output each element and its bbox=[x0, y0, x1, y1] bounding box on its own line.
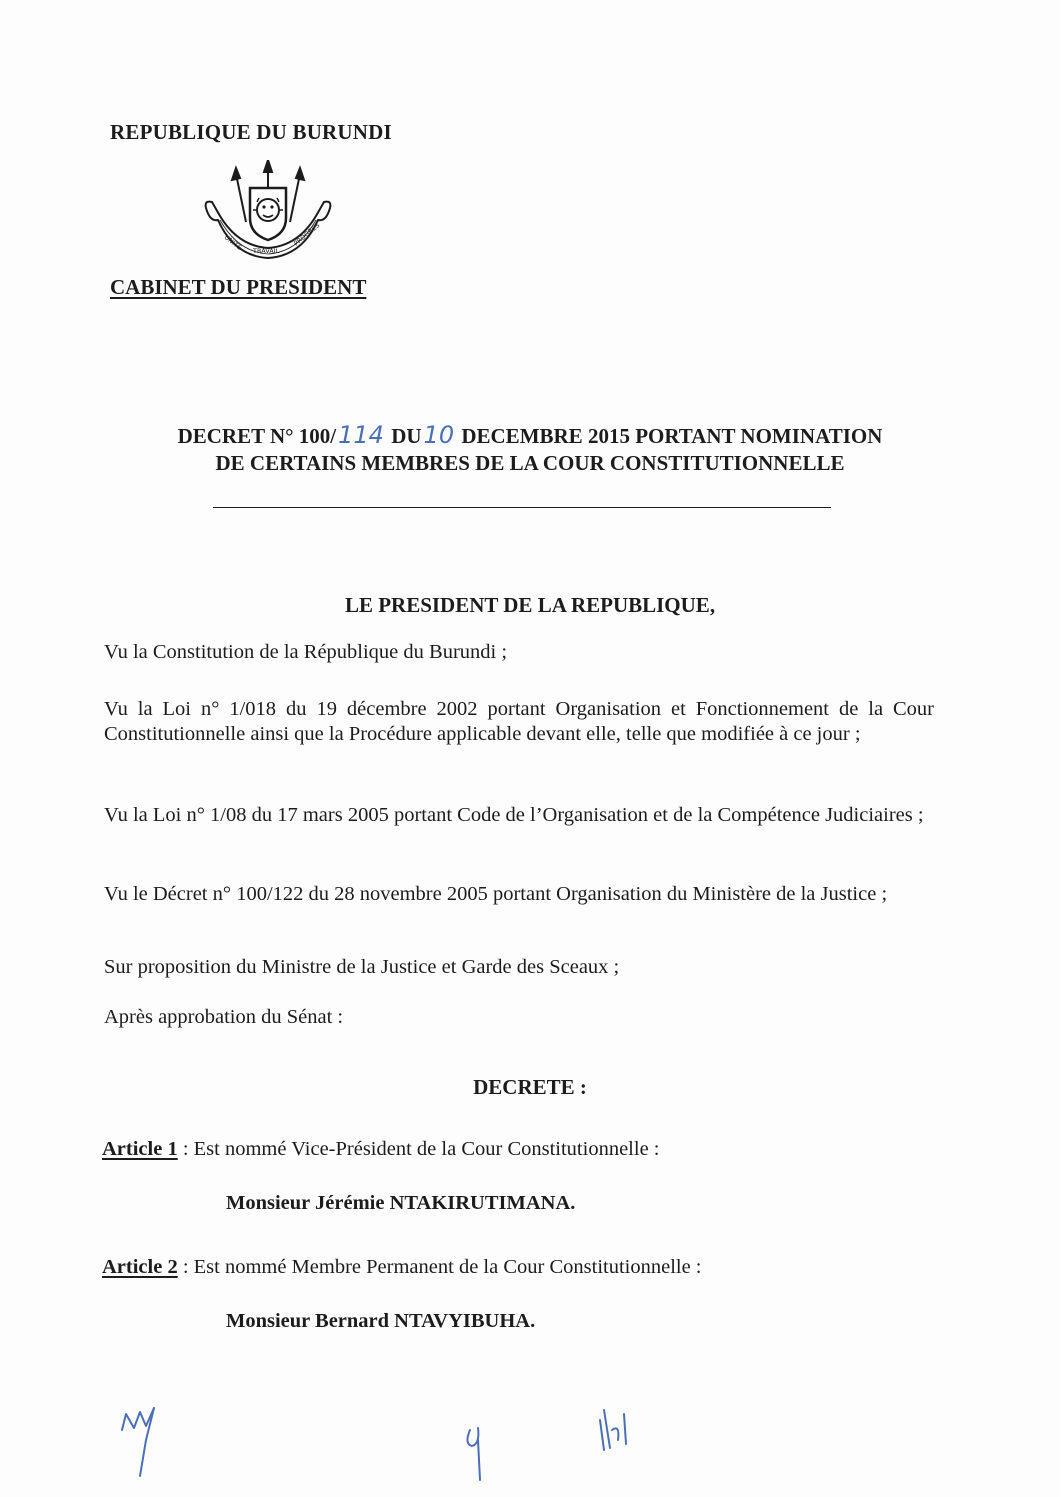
handwritten-decree-number: 114 bbox=[338, 421, 384, 449]
decree-title-rest: DECEMBRE 2015 PORTANT NOMINATION bbox=[456, 424, 883, 448]
svg-text:TRAVAIL: TRAVAIL bbox=[253, 247, 280, 255]
decree-title-line-1 bbox=[60, 422, 1000, 450]
recital-proposition: Sur proposition du Ministre de la Justice et Garde des Sceaux ; bbox=[104, 956, 620, 978]
article-2-appointee: Monsieur Bernard NTAVYIBUHA. bbox=[226, 1310, 536, 1332]
svg-text:UNITE: UNITE bbox=[222, 233, 244, 252]
article-2-label: Article 2 bbox=[102, 1256, 178, 1278]
decree-du: DU bbox=[385, 424, 422, 448]
article-1-text: : Est nommé Vice-Président de la Cour Constitutionnelle : bbox=[177, 1138, 660, 1160]
recital-approbation: Après approbation du Sénat : bbox=[104, 1006, 344, 1028]
decree-title-line-2: DE CERTAINS MEMBRES DE LA COUR CONSTITUTIONNELLE bbox=[215, 451, 845, 475]
article-2-text: : Est nommé Membre Permanent de la Cour Constitutionnelle : bbox=[177, 1256, 702, 1278]
title-underline-divider bbox=[213, 507, 831, 508]
svg-text:PROGRES: PROGRES bbox=[292, 221, 322, 248]
article-2 bbox=[102, 1256, 952, 1279]
recital-loi-1-018: Vu la Loi n° 1/018 du 19 décembre 2002 portant Organisation et Fonctionnement de la Cour Constitutionnelle ainsi que la Procédure applicable devant elle, telle que modifiée à ce jour ; bbox=[104, 698, 934, 745]
recital-constitution: Vu la Constitution de la République du Burundi ; bbox=[104, 641, 508, 663]
country-heading: REPUBLIQUE DU BURUNDI bbox=[110, 120, 392, 144]
article-1 bbox=[102, 1138, 952, 1161]
handwritten-initials-icon bbox=[100, 1400, 700, 1490]
decrete-heading: DECRETE : bbox=[473, 1075, 587, 1099]
coat-of-arms-icon bbox=[198, 160, 338, 270]
recital-loi-1-08: Vu la Loi n° 1/08 du 17 mars 2005 portant Code de l’Organisation et de la Compétence Judiciaires ; bbox=[104, 804, 924, 826]
recital-decret-100-122: Vu le Décret n° 100/122 du 28 novembre 2005 portant Organisation du Ministère de la Justice ; bbox=[104, 883, 888, 905]
cabinet-heading: CABINET DU PRESIDENT bbox=[110, 275, 367, 299]
president-heading: LE PRESIDENT DE LA REPUBLIQUE, bbox=[344, 593, 716, 617]
handwritten-decree-day: 10 bbox=[423, 421, 455, 449]
article-1-label: Article 1 bbox=[102, 1138, 178, 1160]
decree-prefix: DECRET N° 100/ bbox=[177, 424, 337, 448]
decree-title bbox=[60, 422, 1000, 477]
article-1-appointee: Monsieur Jérémie NTAKIRUTIMANA. bbox=[226, 1192, 576, 1214]
